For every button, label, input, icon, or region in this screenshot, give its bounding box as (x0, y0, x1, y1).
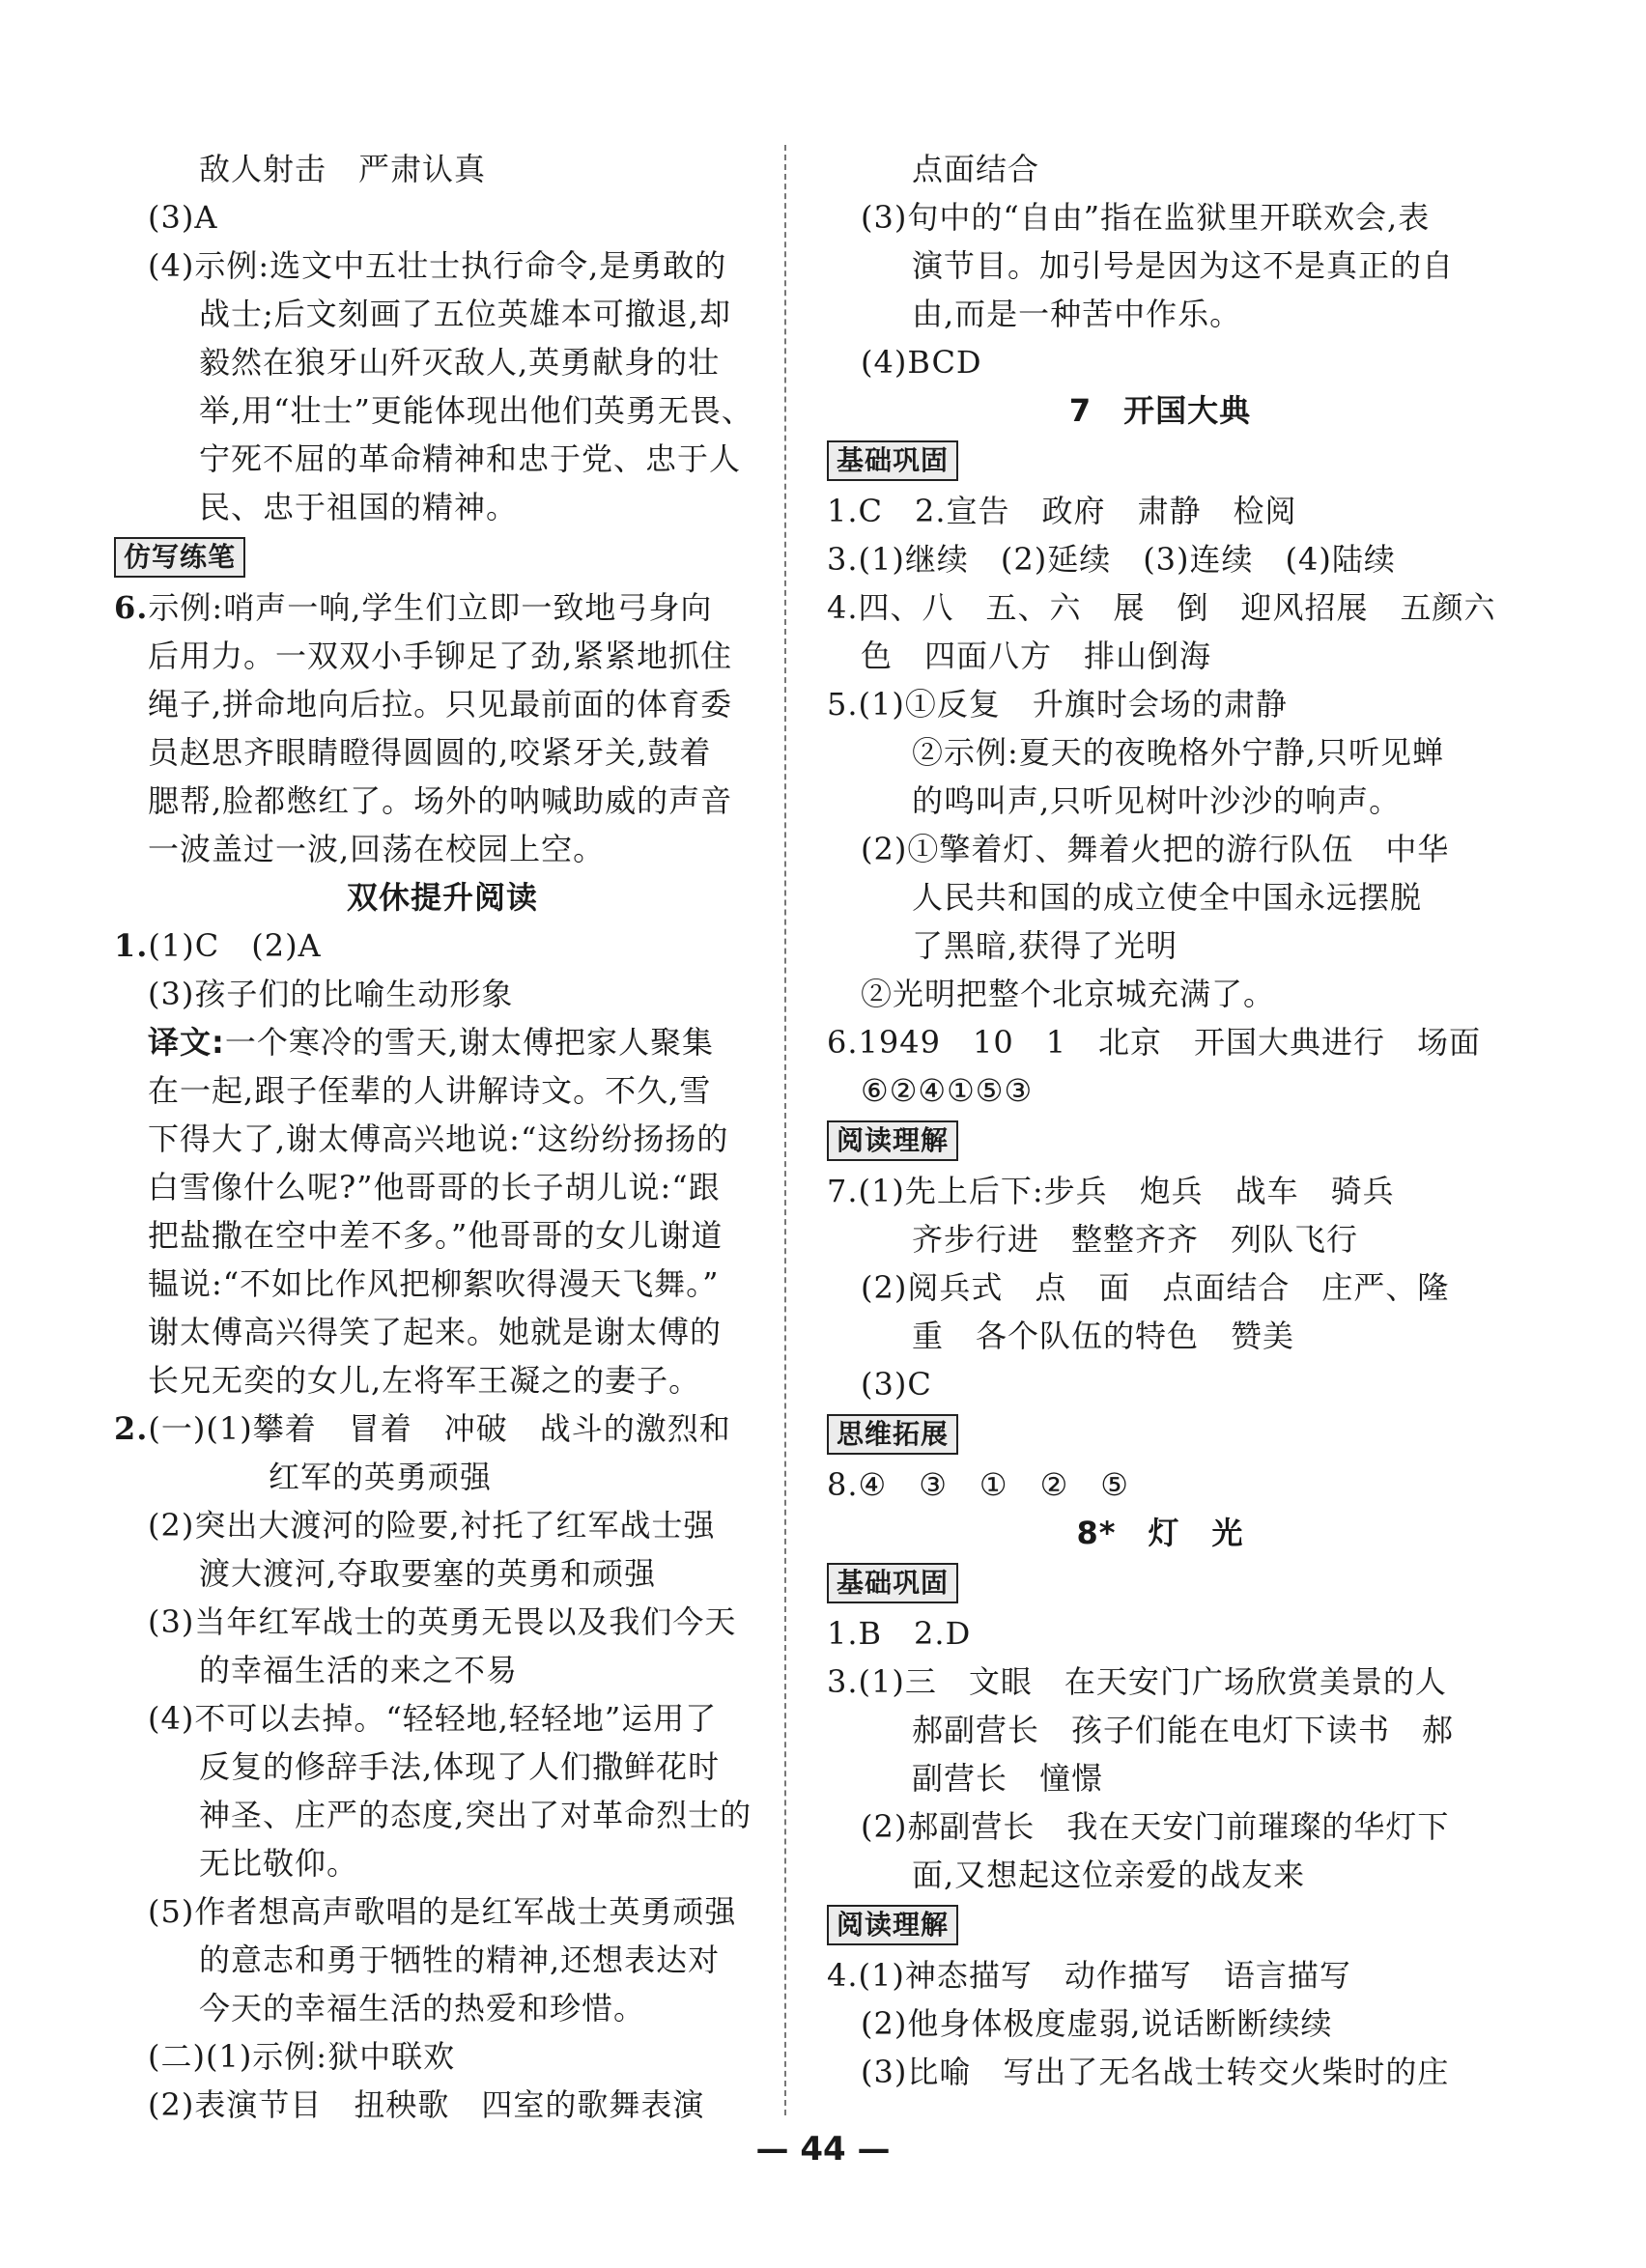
answer-line: (5)作者想高声歌唱的是红军战士英勇顽强 (148, 1893, 737, 1930)
question-number: 6. (114, 589, 149, 626)
answer-line: 的鸣叫声,只听见树叶沙沙的响声。 (912, 782, 1402, 819)
answer-line: 的幸福生活的来之不易 (199, 1652, 519, 1688)
answer-line: 4.四、八 五、六 展 倒 迎风招展 五颜六 (827, 589, 1496, 626)
translation-label: 译文: (148, 1024, 225, 1061)
section-tag-jichu: 基础巩固 (827, 1563, 958, 1603)
answer-line: 渡大渡河,夺取要塞的英勇和顽强 (199, 1555, 657, 1592)
answer-line: 的意志和勇于牺牲的精神,还想表达对 (199, 1942, 721, 1978)
translation-line: 下得大了,谢太傅高兴地说:“这纷纷扬扬的 (148, 1120, 729, 1157)
answer-line: 人民共和国的成立使全中国永远摆脱 (912, 879, 1423, 916)
answer-line: (2)他身体极度虚弱,说话断断续续 (861, 2005, 1333, 2042)
answer-line: 举,用“壮士”更能体现出他们英勇无畏、 (199, 392, 753, 429)
answer-line: 演节目。加引号是因为这不是真正的自 (912, 247, 1455, 284)
answer-line (114, 1018, 771, 1066)
answer-line: 色 四面八方 排山倒海 (861, 638, 1212, 674)
translation-line: 在一起,跟子侄辈的人讲解诗文。不久,雪 (148, 1072, 712, 1109)
lesson-heading-8: 8* 灯 光 (1076, 1515, 1244, 1551)
translation-line: 韫说:“不如比作风把柳絮吹得漫天飞舞。” (148, 1265, 720, 1302)
answer-text: 示例:哨声一响,学生们立即一致地弓身向 (148, 589, 713, 626)
answer-line: 1.C 2.宣告 政府 肃静 检阅 (827, 493, 1297, 529)
answer-line: ②光明把整个北京城充满了。 (861, 976, 1276, 1012)
answer-line: (2)突出大渡河的险要,衬托了红军战士强 (148, 1507, 716, 1544)
translation-line: 白雪像什么呢?”他哥哥的长子胡儿说:“跟 (148, 1169, 721, 1205)
answer-line: (4)BCD (861, 344, 982, 381)
answer-line: 副营长 憧憬 (912, 1760, 1104, 1797)
answer-line: (3)A (148, 199, 218, 236)
answer-line: 点面结合 (912, 151, 1040, 187)
answer-line: 了黑暗,获得了光明 (912, 927, 1178, 964)
answer-line: (3)孩子们的比喻生动形象 (148, 976, 514, 1012)
answer-line: 齐步行进 整整齐齐 列队飞行 (912, 1221, 1359, 1258)
section-tag-yuedu: 阅读理解 (827, 1120, 958, 1161)
answer-line: 神圣、庄严的态度,突出了对革命烈士的 (199, 1797, 752, 1833)
section-tag-row (827, 1899, 1493, 1951)
answer-line: 1.B 2.D (827, 1615, 972, 1652)
left-column (114, 145, 771, 2129)
answer-line: 4.(1)神态描写 动作描写 语言描写 (827, 1957, 1351, 1994)
answer-text: (1)C (2)A (148, 927, 322, 964)
answer-line: 7.(1)先上后下:步兵 炮兵 战车 骑兵 (827, 1173, 1395, 1209)
answer-line: 郝副营长 孩子们能在电灯下读书 郝 (912, 1712, 1455, 1748)
answer-line: (二)(1)示例:狱中联欢 (148, 2038, 456, 2075)
translation-line: 谢太傅高兴得笑了起来。她就是谢太傅的 (148, 1314, 723, 1350)
answer-line: ⑥②④①⑤③ (861, 1072, 1034, 1109)
question-number: 2. (114, 1410, 149, 1447)
column-divider (784, 145, 786, 2115)
answer-line: 民、忠于祖国的精神。 (199, 489, 519, 525)
answer-line: (2)①擎着灯、舞着火把的游行队伍 中华 (861, 831, 1450, 867)
answer-line (114, 1404, 771, 1453)
answer-line: (4)示例:选文中五壮士执行命令,是勇敢的 (148, 247, 727, 284)
answer-line: 一波盖过一波,回荡在校园上空。 (148, 831, 606, 867)
answer-line: (2)表演节目 扭秧歌 四室的歌舞表演 (148, 2086, 705, 2123)
answer-line: ②示例:夏天的夜晚格外宁静,只听见蝉 (912, 734, 1444, 771)
lesson-heading-7: 7 开国大典 (1068, 392, 1252, 429)
answer-line (114, 921, 771, 970)
answer-text: (一)(1)攀着 冒着 冲破 战斗的激烈和 (148, 1410, 731, 1447)
translation-line: 把盐撒在空中差不多。”他哥哥的女儿谢道 (148, 1217, 724, 1254)
answer-line: (2)郝副营长 我在天安门前璀璨的华灯下 (861, 1808, 1450, 1845)
translation-text: 一个寒冷的雪天,谢太傅把家人聚集 (224, 1024, 714, 1061)
section-tag-row (827, 1408, 1493, 1460)
answer-line: (2)阅兵式 点 面 点面结合 庄严、隆 (861, 1269, 1450, 1306)
answer-line: 8.④ ③ ① ② ⑤ (827, 1466, 1129, 1503)
answer-line: 3.(1)三 文眼 在天安门广场欣赏美景的人 (827, 1663, 1447, 1700)
answer-line: (3)C (861, 1366, 932, 1403)
answer-line: 后用力。一双双小手铆足了劲,紧紧地抓住 (148, 638, 733, 674)
section-tag-siwei: 思维拓展 (827, 1414, 958, 1455)
answer-line: 红军的英勇顽强 (269, 1459, 493, 1495)
section-tag-row (827, 1115, 1493, 1167)
answer-line: (3)比喻 写出了无名战士转交火柴时的庄 (861, 2054, 1450, 2090)
answer-line: 6.1949 10 1 北京 开国大典进行 场面 (827, 1024, 1482, 1061)
answer-line: 3.(1)继续 (2)延续 (3)连续 (4)陆续 (827, 541, 1396, 578)
answer-line: (3)句中的“自由”指在监狱里开联欢会,表 (861, 199, 1431, 236)
answer-line: 绳子,拼命地向后拉。只见最前面的体育委 (148, 686, 733, 723)
answer-line: 重 各个队伍的特色 赞美 (912, 1318, 1295, 1354)
answer-line: 腮帮,脸都憋红了。场外的呐喊助威的声音 (148, 782, 733, 819)
answer-line (114, 583, 771, 632)
page-number: — 44 — (755, 2130, 891, 2169)
answer-line: 敌人射击 严肃认真 (199, 151, 487, 187)
section-tag-row (827, 435, 1493, 487)
answer-line: 面,又想起这位亲爱的战友来 (912, 1857, 1306, 1893)
answer-line: 战士;后文刻画了五位英雄本可撤退,却 (199, 296, 731, 332)
answer-line: 无比敬仰。 (199, 1845, 359, 1882)
answer-line: (3)当年红军战士的英勇无畏以及我们今天 (148, 1603, 737, 1640)
answer-line: 5.(1)①反复 升旗时会场的肃静 (827, 686, 1288, 723)
section-tag-row (114, 531, 771, 583)
translation-line: 长兄无奕的女儿,左将军王凝之的妻子。 (148, 1362, 701, 1399)
answer-line: 毅然在狼牙山歼灭敌人,英勇献身的壮 (199, 344, 721, 381)
section-tag-fangxie: 仿写练笔 (114, 537, 245, 578)
answer-line: 反复的修辞手法,体现了人们撒鲜花时 (199, 1748, 721, 1785)
section-heading: 双休提升阅读 (346, 879, 538, 916)
answer-line: 由,而是一种苦中作乐。 (912, 296, 1242, 332)
right-column (827, 145, 1496, 2096)
section-tag-yuedu: 阅读理解 (827, 1905, 958, 1945)
answer-line: 员赵思齐眼睛瞪得圆圆的,咬紧牙关,鼓着 (148, 734, 712, 771)
answer-line: 今天的幸福生活的热爱和珍惜。 (199, 1990, 646, 2027)
answer-line: 宁死不屈的革命精神和忠于党、忠于人 (199, 440, 742, 477)
section-tag-row (827, 1557, 1493, 1609)
question-number: 1. (114, 927, 149, 964)
section-tag-jichu: 基础巩固 (827, 440, 958, 481)
answer-line: (4)不可以去掉。“轻轻地,轻轻地”运用了 (148, 1700, 718, 1737)
